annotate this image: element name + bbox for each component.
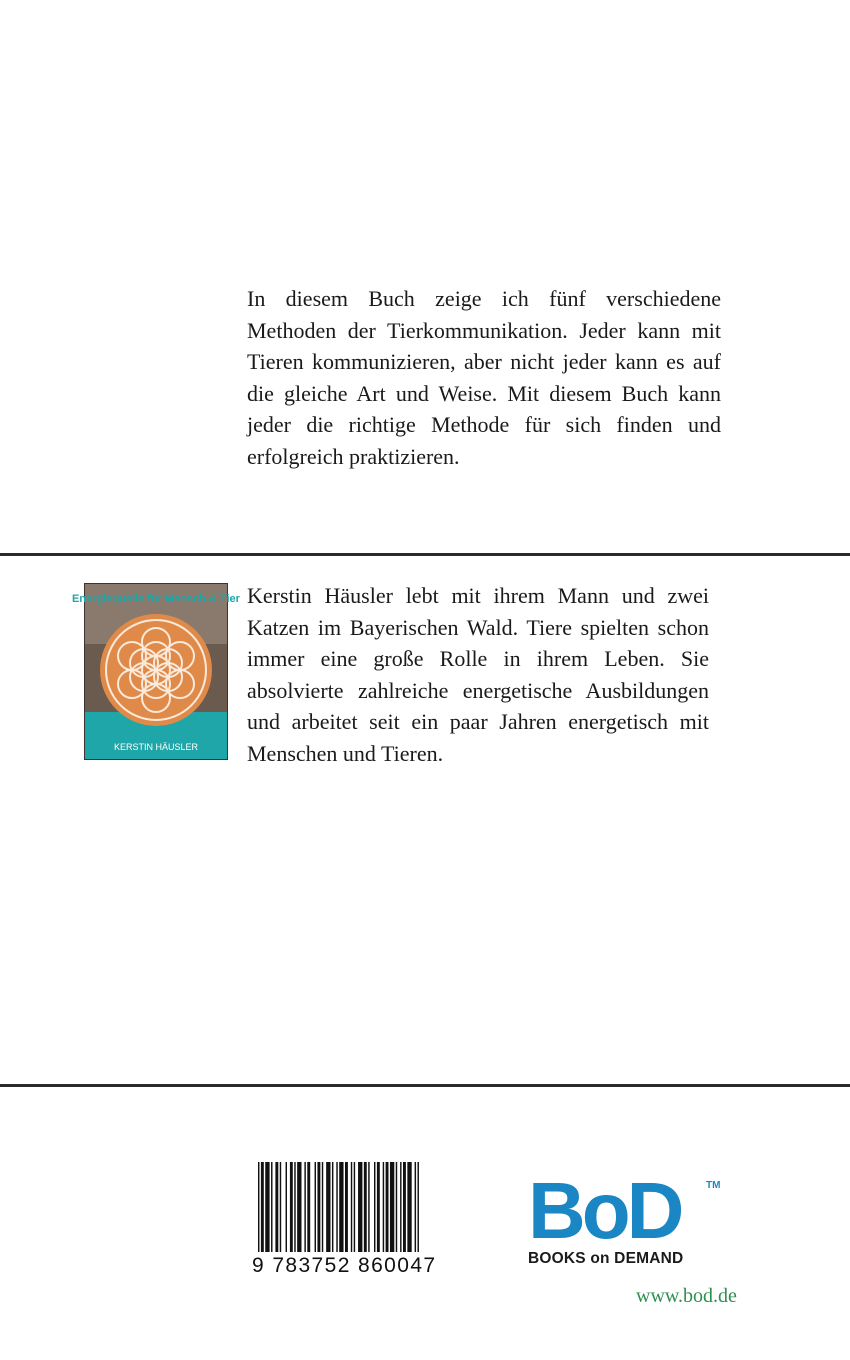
author-book-thumbnail [72, 583, 240, 760]
bio-text: Kerstin Häusler lebt mit ihrem Mann und zwei Katzen im Bayerischen Wald. Tiere spielten schon immer eine große Rolle in ihrem Leben. Sie absolvierte zahlreiche energetische Ausbildungen und arbeitet seit ein paar Jahren energetisch mit Menschen und Tieren. [247, 583, 709, 766]
thumbnail-author: KERSTIN HÄUSLER [113, 742, 199, 752]
divider-bottom [0, 1084, 850, 1087]
author-bio [247, 580, 709, 770]
thumbnail-title: Energiequelle für Mensch & Tier [72, 593, 240, 605]
back-cover-blurb [247, 283, 721, 473]
isbn-number: 9 783752 860047 [252, 1254, 437, 1277]
bod-logo-mark: BoD [528, 1166, 681, 1255]
book-cover-image [72, 584, 240, 759]
barcode-bars [252, 1162, 474, 1256]
publisher-tagline: BOOKS on DEMAND [528, 1250, 684, 1267]
publisher-website[interactable]: www.bod.de [636, 1285, 737, 1307]
blurb-text: In diesem Buch zeige ich fünf verschiedene Methoden der Tierkommunikation. Jeder kann mit Tieren kommunizieren, aber nicht jeder kann es auf die gleiche Art und Weise. Mit diesem Buch kann jeder die richtige Methode für sich finden und erfolgreich praktizieren. [247, 286, 721, 469]
trademark-symbol: TM [706, 1180, 721, 1191]
publisher-logo [528, 1166, 721, 1268]
divider-top [0, 553, 850, 556]
